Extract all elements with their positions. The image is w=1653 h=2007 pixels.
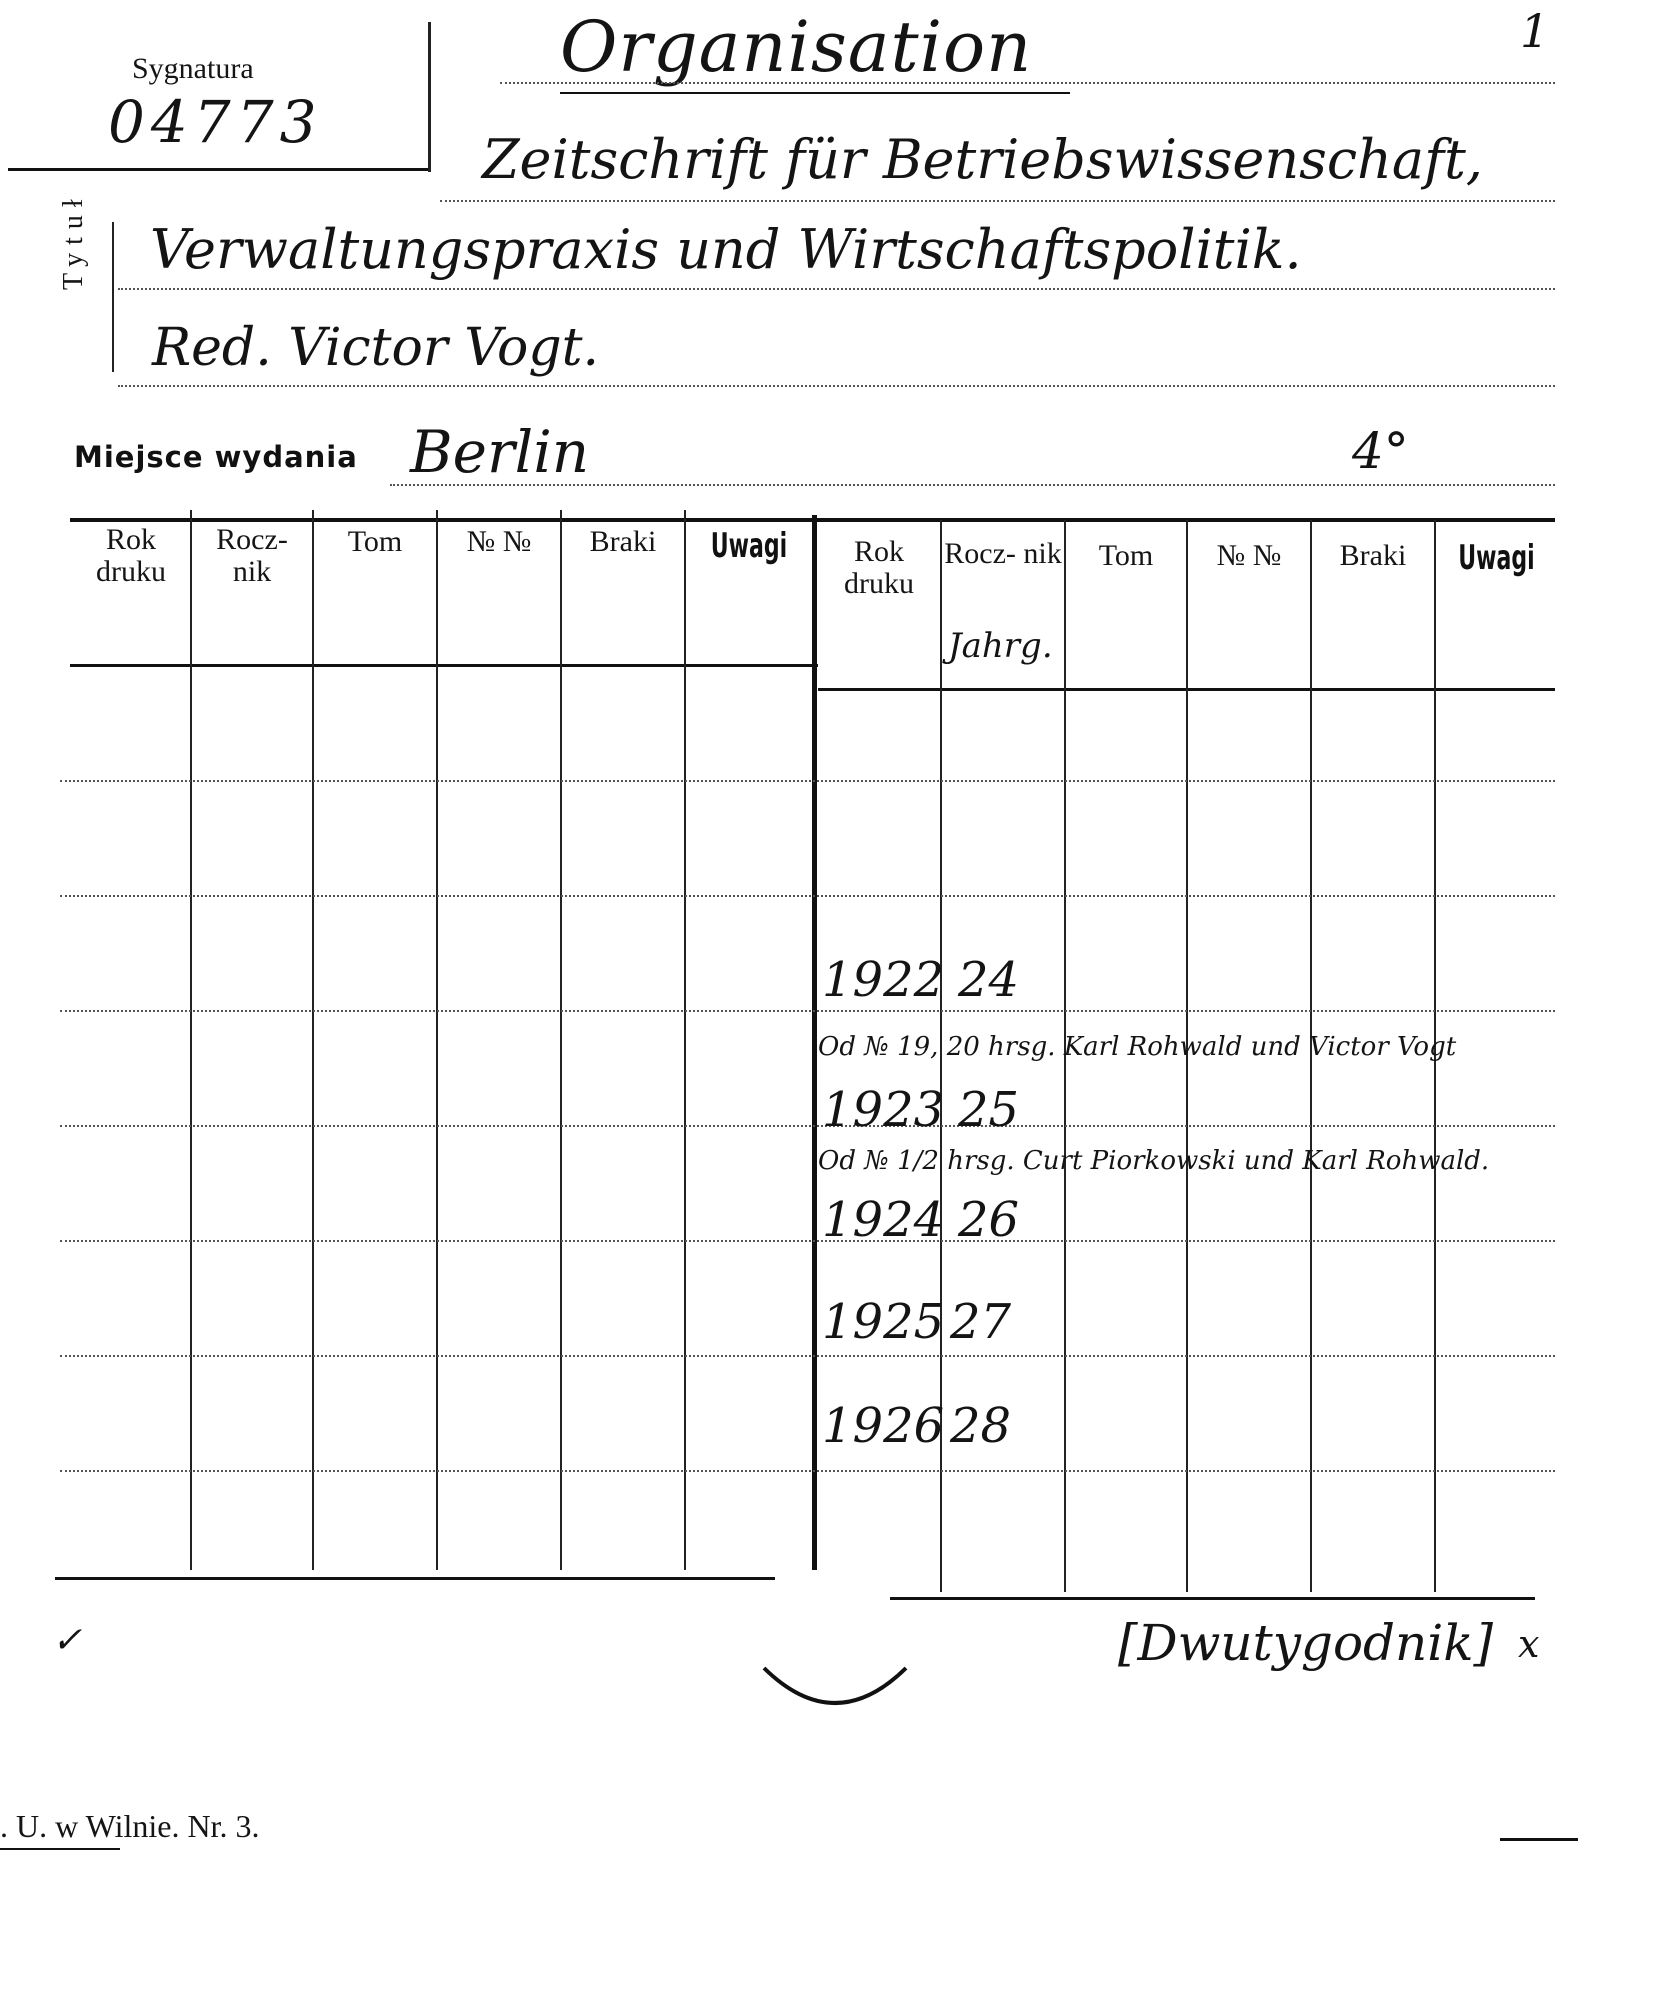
format-value: 4° bbox=[1352, 422, 1409, 480]
title-line-4: Red. Victor Vogt. bbox=[152, 318, 600, 378]
row-dotline bbox=[60, 895, 1555, 897]
header-rok-druku: Rok druku bbox=[96, 523, 166, 588]
row-dotline bbox=[60, 1470, 1555, 1472]
table-bottom-rule-right bbox=[890, 1597, 1535, 1600]
row-dotline bbox=[60, 1010, 1555, 1012]
header-numery-right: № № bbox=[1216, 539, 1282, 572]
title-dotline-1 bbox=[500, 82, 1555, 84]
place-dotline bbox=[390, 484, 1555, 486]
title-label: Tytuł bbox=[58, 191, 89, 290]
header-uwagi-right: Uwagi bbox=[1458, 538, 1535, 578]
header-rok-druku-right: Rok druku bbox=[844, 535, 914, 600]
title-dotline-3 bbox=[118, 288, 1555, 290]
row-dotline bbox=[60, 1125, 1555, 1127]
signature-value: 04773 bbox=[108, 88, 323, 156]
row-dotline bbox=[60, 780, 1555, 782]
signature-divider bbox=[428, 22, 431, 172]
footer-right-dash bbox=[1500, 1838, 1578, 1841]
title-main: Organisation bbox=[560, 6, 1033, 88]
place-label: Miejsce wydania bbox=[74, 440, 358, 474]
header-tom: Tom bbox=[347, 525, 403, 558]
signature-underline bbox=[8, 168, 428, 171]
entry-year: 1925 bbox=[822, 1294, 945, 1350]
place-value: Berlin bbox=[410, 418, 590, 486]
table-header-rule-left bbox=[70, 664, 818, 667]
header-rocznik: Rocz- nik bbox=[216, 523, 288, 588]
title-main-underline bbox=[560, 92, 1070, 94]
col-line bbox=[312, 510, 314, 1570]
entry-volume: 26 bbox=[958, 1192, 1020, 1248]
header-jahrg-annotation: Jahrg. bbox=[948, 626, 1053, 666]
title-dotline-4 bbox=[118, 385, 1555, 387]
title-line-3: Verwaltungspraxis und Wirtschaftspolitik. bbox=[150, 218, 1302, 281]
entry-volume: 27 bbox=[950, 1294, 1012, 1350]
entry-note: Od № 1/2 hrsg. Curt Piorkowski und Karl Rohwald. bbox=[818, 1146, 1490, 1176]
entry-year: 1922 bbox=[822, 952, 945, 1008]
table-bottom-rule-left bbox=[55, 1577, 775, 1580]
cross-mark: x bbox=[1518, 1622, 1540, 1666]
entry-volume: 24 bbox=[958, 952, 1020, 1008]
hole-punch-arc bbox=[760, 1660, 910, 1730]
entry-year: 1923 bbox=[822, 1082, 945, 1138]
col-line bbox=[190, 510, 192, 1570]
footer-imprint: . U. w Wilnie. Nr. 3. bbox=[0, 1808, 260, 1844]
col-line bbox=[684, 510, 686, 1570]
entry-volume: 28 bbox=[950, 1398, 1012, 1454]
title-bracket bbox=[112, 222, 114, 372]
entry-year: 1926 bbox=[822, 1398, 945, 1454]
header-braki: Braki bbox=[589, 525, 657, 558]
header-rocznik-right: Rocz- nik bbox=[944, 537, 1062, 570]
footer-underline bbox=[0, 1848, 120, 1850]
table-center-divider bbox=[812, 515, 817, 1570]
row-dotline bbox=[60, 1240, 1555, 1242]
entry-volume: 25 bbox=[958, 1082, 1020, 1138]
col-line bbox=[560, 510, 562, 1570]
header-numery: № № bbox=[466, 525, 532, 558]
header-braki-right: Braki bbox=[1339, 539, 1407, 572]
header-uwagi: Uwagi bbox=[710, 526, 788, 566]
entry-year: 1924 bbox=[822, 1192, 945, 1248]
frequency-note: [Dwutygodnik] bbox=[1118, 1614, 1494, 1672]
check-mark: ✓ bbox=[52, 1620, 83, 1661]
col-line bbox=[436, 510, 438, 1570]
header-tom-right: Tom bbox=[1098, 539, 1154, 572]
row-dotline bbox=[60, 1355, 1555, 1357]
signature-label: Sygnatura bbox=[132, 52, 254, 85]
entry-note: Od № 19, 20 hrsg. Karl Rohwald und Victor Vogt bbox=[818, 1032, 1457, 1062]
page-number: 1 bbox=[1520, 4, 1550, 58]
title-dotline-2 bbox=[440, 200, 1555, 202]
title-line-2: Zeitschrift für Betriebswissenschaft, bbox=[482, 128, 1483, 191]
